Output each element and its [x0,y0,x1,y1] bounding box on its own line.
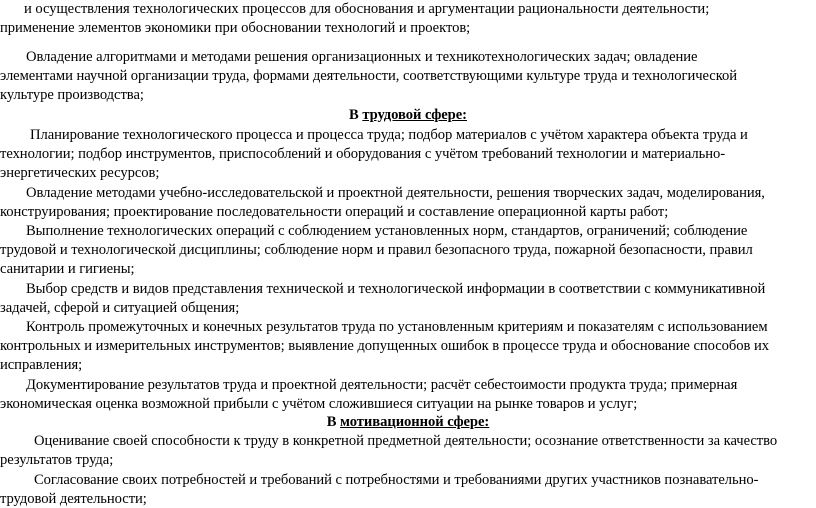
text-line-20: экономическая оценка возможной прибыли с учётом сложившиеся ситуации на рынке товаров и услуг; [0,396,638,412]
text-line-5: культуре производства; [0,87,144,103]
text-line-3: Овладение алгоритмами и методами решения организационных и техникотехнологических задач; овладение [26,49,698,65]
text-line-21: Оценивание своей способности к труду в конкретной предметной деятельности; осознание ответственности за качество [34,433,778,449]
text-line-11: Выполнение технологических операций с соблюдением установленных норм, стандартов, ограничений; соблюдение [26,223,748,239]
text-line-22: результатов труда; [0,452,114,468]
text-line-6: Планирование технологического процесса и процесса труда; подбор материалов с учётом характера объекта труда и [30,127,748,143]
text-line-15: задачей, сферой и ситуацией общения; [0,300,240,316]
text-line-9: Овладение методами учебно-исследовательской и проектной деятельности, решения творческих задач, моделирования, [26,185,765,201]
text-line-16: Контроль промежуточных и конечных результатов труда по установленным критериям и показателям с использованием [26,319,768,335]
text-line-19: Документирование результатов труда и проектной деятельности; расчёт себестоимости продукта труда; примерная [26,377,738,393]
text-line-7: технологии; подбор инструментов, приспособлений и оборудования с учётом требований технологии и материально- [0,146,726,162]
text-line-17: контрольных и измерительных инструментов; выявление допущенных ошибок в процессе труда и обоснование способов их [0,338,769,354]
heading-labor-underlined: трудовой сфере: [362,107,467,123]
text-line-1: и осуществления технологических процессов для обоснования и аргументации рациональности деятельности; [24,1,710,17]
text-line-2: применение элементов экономики при обосновании технологий и проектов; [0,20,471,36]
section-heading-motivation [0,413,816,433]
text-line-18: исправления; [0,357,83,373]
heading-motivation-prefix: В [326,414,341,430]
text-line-23: Согласование своих потребностей и требований с потребностями и требованиями других участников познавательно- [34,472,759,488]
text-line-14: Выбор средств и видов представления технической и технологической информации в соответствии с коммуникативной [26,281,766,297]
section-heading-labor [0,106,816,126]
text-line-12: трудовой и технологической дисциплины; соблюдение норм и правил безопасного труда, пожарной безопасности, правил [0,242,753,258]
text-line-10: конструирования; проектирование последовательности операций и составление операционной карты работ; [0,204,669,220]
text-line-4: элементами научной организации труда, формами деятельности, соответствующими культуре труда и технологической [0,68,738,84]
text-line-13: санитарии и гигиены; [0,261,135,277]
heading-labor-prefix: В [349,107,363,123]
heading-motivation-underlined: мотивационной сфере: [340,414,490,430]
text-line-8: энергетических ресурсов; [0,165,160,181]
text-line-24: трудовой деятельности; [0,491,147,507]
